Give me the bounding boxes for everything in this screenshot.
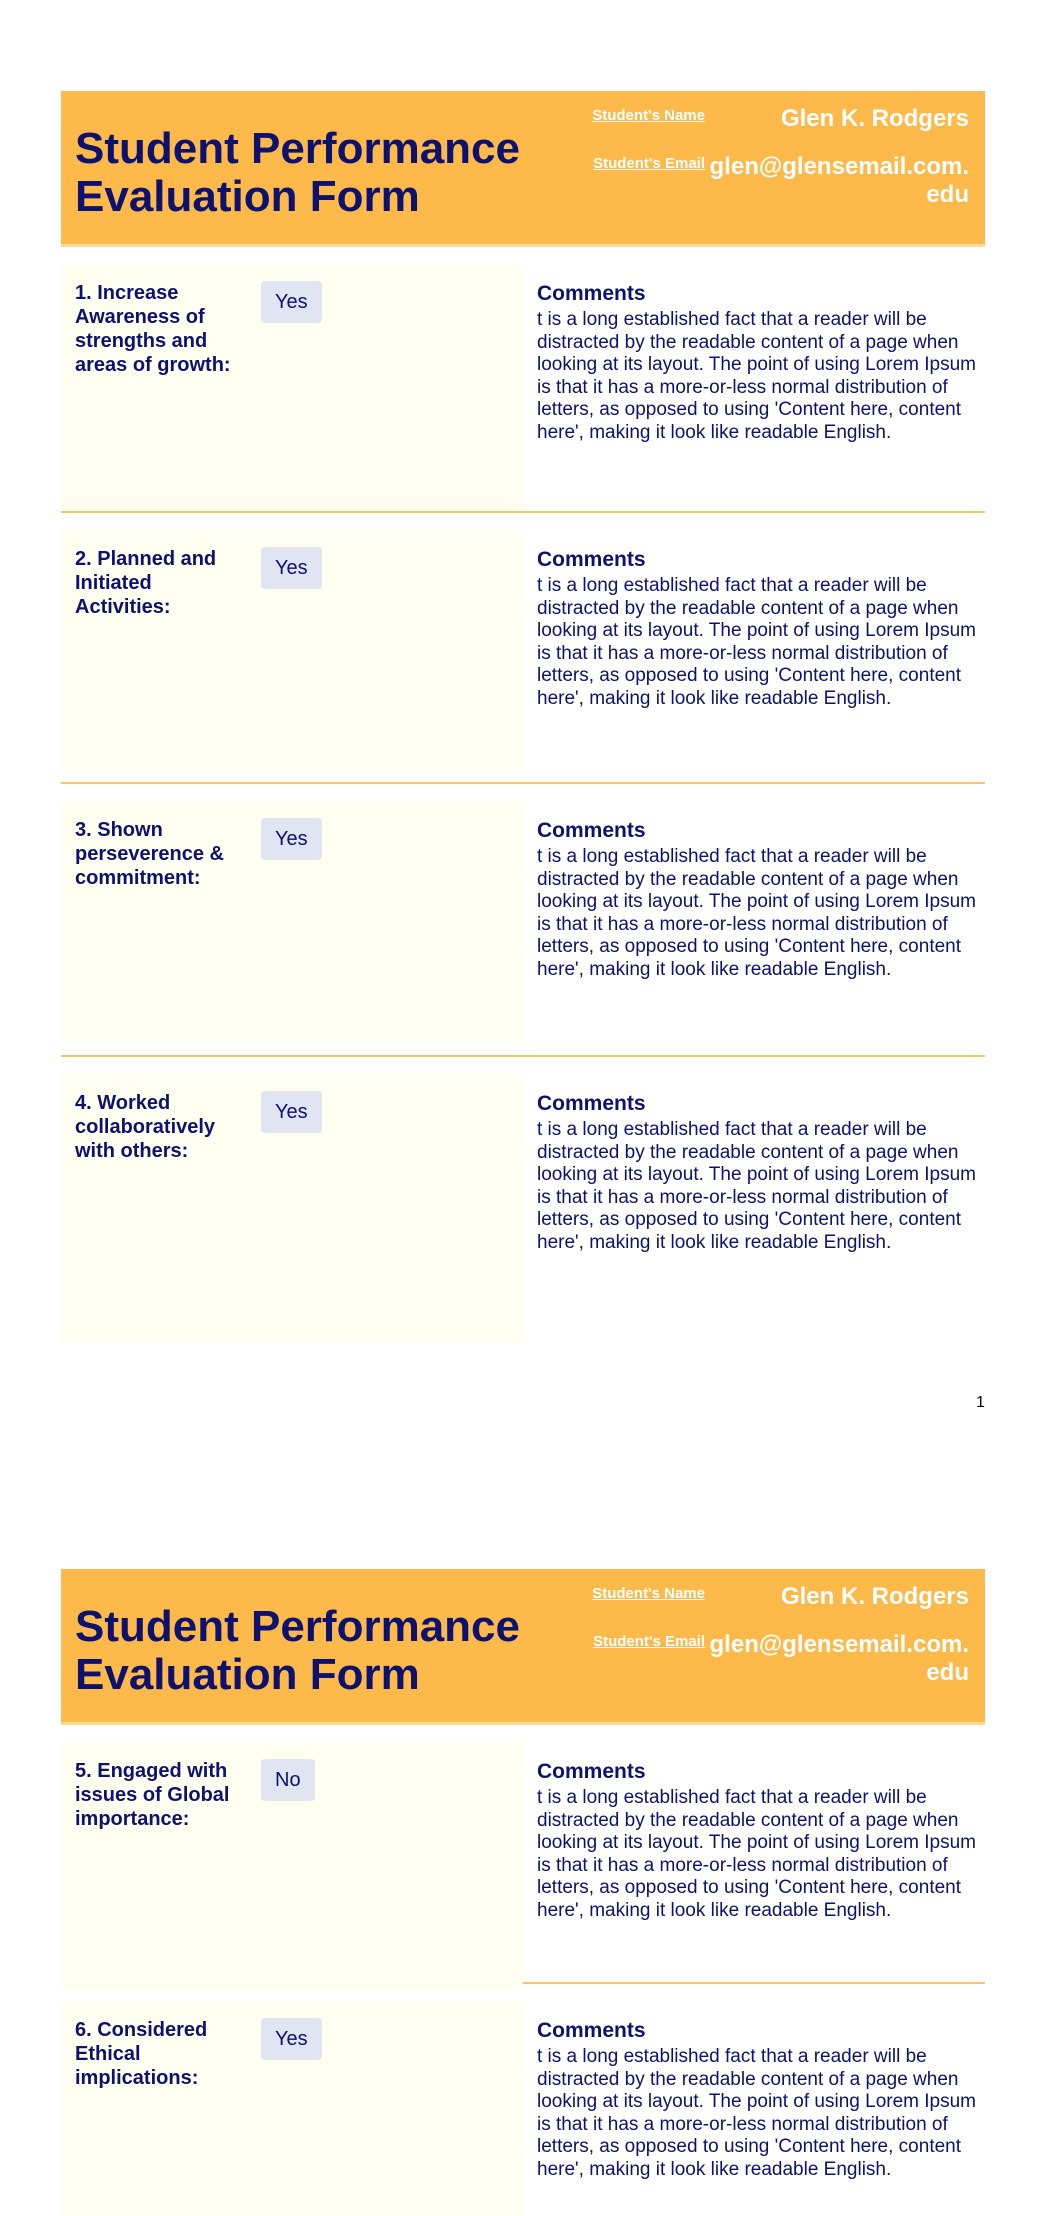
comments-block (537, 2002, 977, 2182)
answer-badge: Yes (261, 547, 322, 589)
criterion-label: 1. Increase Awareness of strengths and areas of growth: (75, 282, 231, 376)
comments-block (537, 802, 977, 982)
form-title: Student Performance Evaluation Form (75, 1602, 520, 1699)
criterion-row (61, 1984, 985, 2216)
criterion-panel (61, 802, 523, 1042)
answer-badge: No (261, 1759, 315, 1801)
student-name-value: Glen K. Rodgers (780, 1583, 969, 1610)
criterion-row (61, 1725, 985, 1984)
comments-text: t is a long established fact that a reader will be distracted by the readable content of a page when looking at its layout. The point of using Lorem Ipsum is that it has a more-or-less normal distribution of letters, as opposed to using 'Content here, content here', making it look like readable English. (537, 575, 977, 709)
form-header (61, 1569, 985, 1725)
criterion-row (61, 1057, 985, 1349)
comments-title: Comments (537, 819, 646, 842)
student-email-label: Student's Email (593, 155, 705, 172)
criterion-label: 2. Planned and Initiated Activities: (75, 548, 217, 618)
comments-text: t is a long established fact that a reader will be distracted by the readable content of a page when looking at its layout. The point of using Lorem Ipsum is that it has a more-or-less normal distribution of letters, as opposed to using 'Content here, content here', making it look like readable English. (537, 1787, 977, 1921)
comments-text: t is a long established fact that a reader will be distracted by the readable content of a page when looking at its layout. The point of using Lorem Ipsum is that it has a more-or-less normal distribution of letters, as opposed to using 'Content here, content here', making it look like readable English. (537, 1119, 977, 1253)
student-email-label: Student's Email (593, 1633, 705, 1650)
comments-block (537, 531, 977, 711)
comments-text: t is a long established fact that a reader will be distracted by the readable content of a page when looking at its layout. The point of using Lorem Ipsum is that it has a more-or-less normal distribution of letters, as opposed to using 'Content here, content here', making it look like readable English. (537, 2046, 977, 2180)
answer-badge: Yes (261, 818, 322, 860)
criterion-panel (61, 2002, 523, 2216)
form-title: Student Performance Evaluation Form (75, 124, 520, 221)
comments-block (537, 265, 977, 445)
comments-block (537, 1743, 977, 1923)
comments-text: t is a long established fact that a reader will be distracted by the readable content of a page when looking at its layout. The point of using Lorem Ipsum is that it has a more-or-less normal distribution of letters, as opposed to using 'Content here, content here', making it look like readable English. (537, 846, 977, 980)
student-name-label: Student's Name (592, 107, 705, 124)
page-number: 1 (976, 1394, 985, 1411)
student-email-value: glen@glensemail.com.edu (709, 1631, 969, 1686)
form-page-2 (61, 1569, 985, 2216)
student-name-value: Glen K. Rodgers (780, 105, 969, 132)
answer-badge: Yes (261, 1091, 322, 1133)
comments-text: t is a long established fact that a reader will be distracted by the readable content of a page when looking at its layout. The point of using Lorem Ipsum is that it has a more-or-less normal distribution of letters, as opposed to using 'Content here, content here', making it look like readable English. (537, 309, 977, 443)
criterion-label: 5. Engaged with issues of Global importance: (75, 1760, 230, 1830)
criterion-panel (61, 1075, 523, 1343)
comments-title: Comments (537, 548, 646, 571)
student-name-label: Student's Name (592, 1585, 705, 1602)
answer-badge: Yes (261, 281, 322, 323)
comments-title: Comments (537, 2019, 646, 2042)
criterion-row (61, 513, 985, 784)
criterion-panel (61, 531, 523, 771)
student-email-value: glen@glensemail.com.edu (709, 153, 969, 208)
criterion-row (61, 784, 985, 1057)
criterion-row (61, 247, 985, 513)
criterion-label: 6. Considered Ethical implications: (75, 2019, 208, 2089)
criterion-label: 4. Worked collaboratively with others: (75, 1092, 216, 1162)
criterion-panel (61, 265, 523, 511)
form-header (61, 91, 985, 247)
comments-title: Comments (537, 1760, 646, 1783)
answer-badge: Yes (261, 2018, 322, 2060)
form-page-1 (61, 91, 985, 1349)
comments-title: Comments (537, 282, 646, 305)
comments-block (537, 1075, 977, 1255)
criterion-panel (61, 1743, 523, 1989)
comments-title: Comments (537, 1092, 646, 1115)
criterion-label: 3. Shown perseverence & commitment: (75, 819, 224, 889)
